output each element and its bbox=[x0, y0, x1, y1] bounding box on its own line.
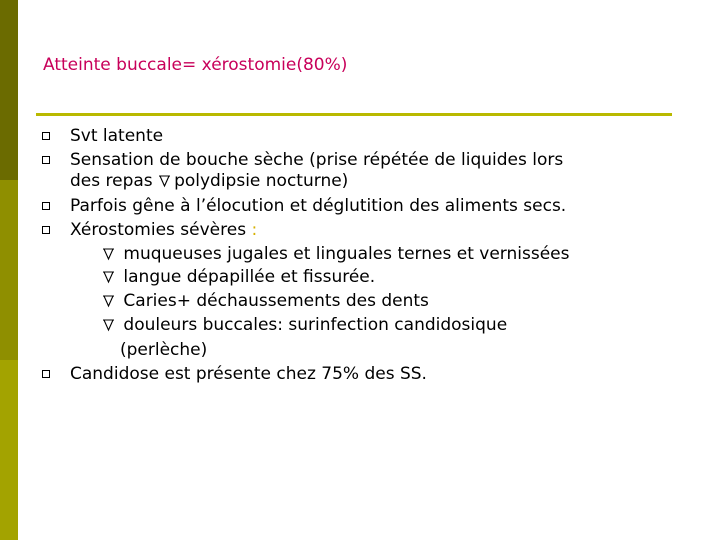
bullet-square-icon bbox=[42, 156, 50, 164]
bullet-square-icon bbox=[42, 226, 50, 234]
bullet-square-icon bbox=[42, 202, 50, 210]
bullet-4-colon: : bbox=[251, 220, 258, 240]
bullet-4-label: Xérostomies sévères bbox=[70, 220, 252, 240]
implies-arrow-icon bbox=[102, 247, 115, 261]
sub-item-4-continuation: (perlèche) bbox=[120, 340, 208, 360]
sub-item-2 bbox=[102, 267, 375, 287]
bullet-4-text bbox=[70, 220, 257, 240]
sub-item-4 bbox=[102, 315, 507, 335]
implies-arrow-icon bbox=[102, 318, 115, 332]
sub-item-3-text: Caries+ déchaussements des dents bbox=[118, 291, 429, 311]
slide-title: Atteinte buccale= xérostomie(80%) bbox=[43, 55, 348, 75]
left-band-top bbox=[0, 0, 18, 180]
bullet-2-text-line1: Sensation de bouche sèche (prise répétée de liquides lors bbox=[70, 150, 564, 170]
bullet-3-text: Parfois gêne à l’élocution et déglutition des aliments secs. bbox=[70, 196, 567, 216]
bullet-5-text: Candidose est présente chez 75% des SS. bbox=[70, 364, 427, 384]
sub-item-1-text: muqueuses jugales et linguales ternes et vernissées bbox=[118, 244, 570, 264]
bullet-square-icon bbox=[42, 132, 50, 140]
sub-item-2-text: langue dépapillée et fissurée. bbox=[118, 267, 376, 287]
bullet-2-text-line2 bbox=[70, 171, 348, 191]
sub-item-4-text: douleurs buccales: surinfection candidosique bbox=[118, 315, 508, 335]
bullet-square-icon bbox=[42, 370, 50, 378]
left-band-bottom bbox=[0, 360, 18, 540]
implies-arrow-icon bbox=[158, 174, 171, 188]
bullet-2-text-part-b: polydipsie nocturne) bbox=[174, 171, 349, 191]
implies-arrow-icon bbox=[102, 270, 115, 284]
left-band-middle bbox=[0, 180, 18, 360]
bullet-2-text-part-a: des repas bbox=[70, 171, 159, 191]
sub-item-1 bbox=[102, 244, 569, 264]
title-divider bbox=[36, 113, 672, 116]
implies-arrow-icon bbox=[102, 294, 115, 308]
sub-item-3 bbox=[102, 291, 429, 311]
bullet-1-text: Svt latente bbox=[70, 126, 164, 146]
